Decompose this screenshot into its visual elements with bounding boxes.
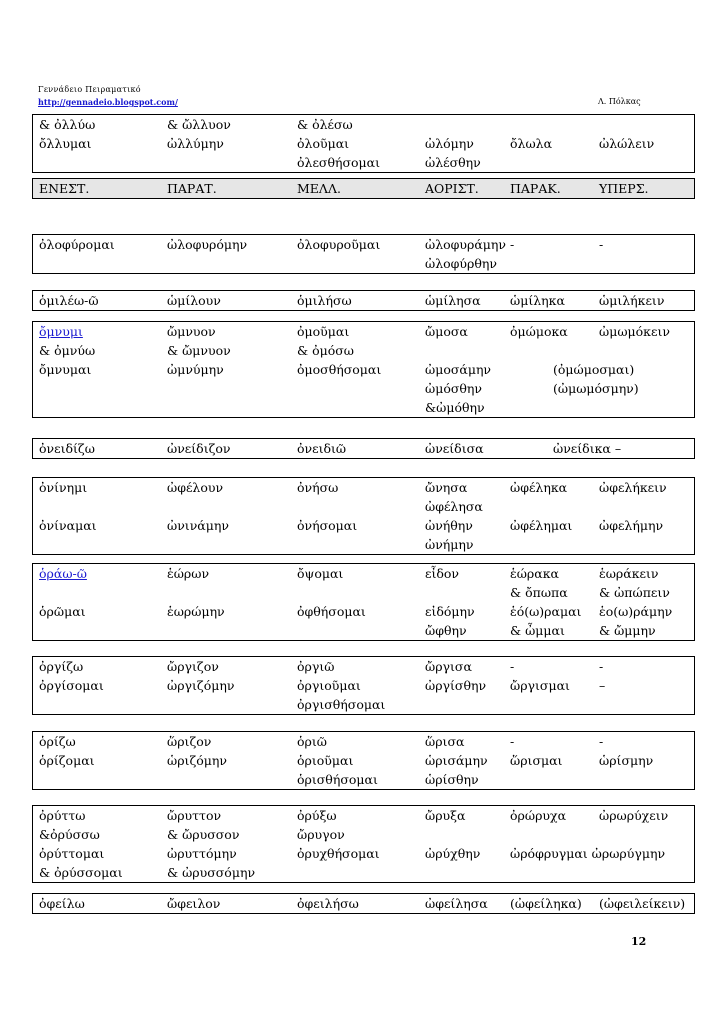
cell-col-3: ΑΟΡΙΣΤ. — [425, 181, 479, 196]
cell-col-0: ὀργίζω — [39, 659, 84, 674]
verb-block — [32, 563, 695, 641]
site-title: Γεννάδειο Πειραματικό — [38, 85, 141, 94]
cell-col-0: ὀνίναμαι — [39, 518, 97, 533]
cell-col-3: ὠνήθην — [425, 518, 473, 533]
cell-col-1: & ὠρυσσόμην — [167, 865, 256, 880]
cell-col-5: ΥΠΕΡΣ. — [599, 181, 649, 196]
verb-row — [33, 844, 694, 863]
verb-row — [33, 583, 694, 602]
cell-col-0[interactable]: ὁράω-ῶ — [39, 566, 87, 581]
cell-col-2: ὤρυγον — [297, 827, 345, 842]
cell-col-2: ὀφειλήσω — [297, 896, 359, 911]
verb-row — [33, 398, 694, 417]
cell-col-1: ὠμνύμην — [167, 362, 224, 377]
cell-col-2: ὀνειδιῶ — [297, 441, 347, 456]
cell-col-5: ὠνείδικα – — [553, 441, 622, 456]
cell-col-3: ὥρισα — [425, 734, 465, 749]
verb-row — [33, 291, 694, 310]
verb-row — [33, 497, 694, 516]
cell-col-4: ἑό(ω)ραμαι — [510, 604, 582, 619]
cell-col-2: & ὀμόσω — [297, 343, 355, 358]
cell-col-3: ὠλοφύρθην — [425, 256, 497, 271]
cell-col-4: ἑώρακα — [510, 566, 559, 581]
cell-col-3: &ὠμόθην — [425, 400, 485, 415]
cell-col-4: ὤργισμαι — [510, 678, 570, 693]
cell-col-1: ὠνείδιζον — [167, 441, 231, 456]
cell-col-2: ὀργιῶ — [297, 659, 335, 674]
cell-col-3: ὡρίσθην — [425, 772, 479, 787]
verb-block — [32, 731, 695, 790]
verb-row — [33, 894, 694, 913]
cell-col-2: ὀφθήσομαι — [297, 604, 366, 619]
cell-col-2: ὄψομαι — [297, 566, 344, 581]
cell-col-5: – — [599, 678, 606, 693]
cell-col-5: ἑο(ω)ράμην — [599, 604, 673, 619]
cell-col-0: ὀργίσομαι — [39, 678, 104, 693]
cell-col-1: ὤρυττον — [167, 808, 222, 823]
column-header-row — [32, 178, 695, 199]
cell-col-4: ὀμώμοκα — [510, 324, 568, 339]
cell-col-2: ὁριῶ — [297, 734, 327, 749]
cell-col-4: ὥρισμαι — [510, 753, 563, 768]
cell-col-1: ὠρυττόμην — [167, 846, 237, 861]
cell-col-3: ὤνησα — [425, 480, 468, 495]
cell-col-3: ὠφέλησα — [425, 499, 483, 514]
cell-col-0: ὁμιλέω-ῶ — [39, 293, 99, 308]
cell-col-1: ὠλλύμην — [167, 136, 224, 151]
cell-col-5: ὠφελήκειν — [599, 480, 667, 495]
cell-col-2: ὀμοσθήσομαι — [297, 362, 382, 377]
cell-col-0: ὄμνυμαι — [39, 362, 92, 377]
cell-col-3: ὠνήμην — [425, 537, 474, 552]
cell-col-0: & ὀμνύω — [39, 343, 96, 358]
cell-col-1: & ὤλλυον — [167, 117, 231, 132]
verb-row — [33, 478, 694, 497]
cell-col-0: ὀρύττομαι — [39, 846, 105, 861]
cell-col-5: (ὠμωμόσμην) — [553, 381, 639, 396]
cell-col-2: ὀμοῦμαι — [297, 324, 350, 339]
cell-col-4: ὠφέληκα — [510, 480, 568, 495]
cell-col-5: - — [599, 734, 604, 749]
cell-col-4: ὄλωλα — [510, 136, 553, 151]
cell-col-2: ὁρισθήσομαι — [297, 772, 378, 787]
verb-row — [33, 825, 694, 844]
cell-col-1: ὤργιζον — [167, 659, 219, 674]
cell-col-5: - — [599, 659, 604, 674]
cell-col-3: ὡμίλησα — [425, 293, 481, 308]
cell-col-2: ὀλοφυροῦμαι — [297, 237, 381, 252]
verb-row — [33, 676, 694, 695]
verb-row — [33, 254, 694, 273]
cell-col-4: ΠΑΡΑΚ. — [510, 181, 561, 196]
cell-col-0: ὁρίζω — [39, 734, 76, 749]
verb-block — [32, 290, 695, 311]
verb-block — [32, 893, 695, 914]
verb-row — [33, 770, 694, 789]
cell-col-1: ἑωρώμην — [167, 604, 225, 619]
verb-row — [33, 751, 694, 770]
cell-col-0: &ὀρύσσω — [39, 827, 100, 842]
cell-col-3: ὠλοφυράμην — [425, 237, 506, 252]
cell-col-5: & ὤμμην — [599, 623, 656, 638]
cell-col-4: ὠρόφρυγμαι ὠρωρύγμην — [510, 846, 666, 861]
cell-col-2: ὁριοῦμαι — [297, 753, 354, 768]
cell-col-3: ὤφθην — [425, 623, 467, 638]
cell-col-3: ὠμόσθην — [425, 381, 482, 396]
verb-row — [33, 235, 694, 254]
cell-col-5: ὠρωρύχειν — [599, 808, 669, 823]
cell-col-0[interactable]: ὄμνυμι — [39, 324, 83, 339]
cell-col-1: & ὤρυσσον — [167, 827, 240, 842]
cell-col-2: ΜΕΛΛ. — [297, 181, 341, 196]
verb-row — [33, 115, 694, 134]
cell-col-3: ὠλόμην — [425, 136, 474, 151]
verb-block — [32, 234, 695, 274]
verb-row — [33, 863, 694, 882]
cell-col-2: ὀργισθήσομαι — [297, 697, 386, 712]
cell-col-2: ὀνήσομαι — [297, 518, 358, 533]
verb-row — [33, 516, 694, 535]
verb-row — [33, 621, 694, 640]
cell-col-3: ὠφείλησα — [425, 896, 488, 911]
cell-col-5: - — [599, 237, 604, 252]
cell-col-4: ὠφέλημαι — [510, 518, 573, 533]
author-name: Λ. Πόλκας — [598, 97, 641, 106]
cell-col-2: ὀλοῦμαι — [297, 136, 350, 151]
cell-col-3: εἰδόμην — [425, 604, 475, 619]
verb-row — [33, 732, 694, 751]
verb-block — [32, 656, 695, 715]
cell-col-4: & ὄπωπα — [510, 585, 568, 600]
cell-col-0: ΕΝΕΣΤ. — [39, 181, 90, 196]
cell-col-1: ὠργιζόμην — [167, 678, 235, 693]
cell-col-1: ὠνινάμην — [167, 518, 229, 533]
cell-col-4: - — [510, 734, 515, 749]
cell-col-2: ὀργιοῦμαι — [297, 678, 361, 693]
verb-row — [33, 134, 694, 153]
cell-col-5: ὠλώλειν — [599, 136, 655, 151]
verb-row — [33, 341, 694, 360]
cell-col-4: ὡμίληκα — [510, 293, 565, 308]
cell-col-4: (ὠφείληκα) — [510, 896, 582, 911]
cell-col-4: & ὦμμαι — [510, 623, 565, 638]
cell-col-3: ὠλέσθην — [425, 155, 481, 170]
verb-row — [33, 564, 694, 583]
verb-row — [33, 179, 694, 198]
cell-col-3: ὠνείδισα — [425, 441, 484, 456]
cell-col-2: ὀνήσω — [297, 480, 339, 495]
cell-col-3: ὠμοσάμην — [425, 362, 492, 377]
cell-col-5: (ὠφειλείκειν) — [599, 896, 686, 911]
verb-row — [33, 657, 694, 676]
cell-col-3: ὡρισάμην — [425, 753, 488, 768]
cell-col-1: ὥριζον — [167, 734, 212, 749]
cell-col-0: ὀνίνημι — [39, 480, 88, 495]
cell-col-5: & ὠπώπειν — [599, 585, 670, 600]
cell-col-2: & ὀλέσω — [297, 117, 353, 132]
cell-col-1: ὡριζόμην — [167, 753, 227, 768]
cell-col-5: ὠμωμόκειν — [599, 324, 670, 339]
verb-row — [33, 695, 694, 714]
cell-col-0: ὄλλυμαι — [39, 136, 92, 151]
cell-col-3: ὤμοσα — [425, 324, 468, 339]
cell-col-2: ὀλεσθήσομαι — [297, 155, 380, 170]
cell-col-5: ὡμιλήκειν — [599, 293, 665, 308]
verb-row — [33, 153, 694, 172]
verb-block — [32, 438, 695, 459]
cell-col-3: ὤργισα — [425, 659, 472, 674]
cell-col-0: & ὀλλύω — [39, 117, 96, 132]
cell-col-5: ὠφελήμην — [599, 518, 664, 533]
cell-col-2: ὀρύξω — [297, 808, 337, 823]
page-number: 12 — [631, 935, 647, 948]
cell-col-0: & ὀρύσσομαι — [39, 865, 123, 880]
cell-col-5: ἑωράκειν — [599, 566, 659, 581]
verb-row — [33, 602, 694, 621]
cell-col-1: ὤφειλον — [167, 896, 221, 911]
verb-block — [32, 477, 695, 555]
cell-col-0: ὀνειδίζω — [39, 441, 95, 456]
cell-col-0: ὁρῶμαι — [39, 604, 86, 619]
cell-col-2: ὀρυχθήσομαι — [297, 846, 380, 861]
cell-col-1: & ὤμνυον — [167, 343, 231, 358]
verb-block — [32, 805, 695, 883]
verb-row — [33, 439, 694, 458]
verb-block — [32, 321, 695, 418]
cell-col-0: ὁρίζομαι — [39, 753, 95, 768]
cell-col-1: ὤμνυον — [167, 324, 216, 339]
cell-col-5: ὡρίσμην — [599, 753, 654, 768]
cell-col-3: ὠργίσθην — [425, 678, 487, 693]
cell-col-1: ἑώρων — [167, 566, 210, 581]
cell-col-0: ὀλοφύρομαι — [39, 237, 115, 252]
cell-col-1: ὡμίλουν — [167, 293, 221, 308]
verb-row — [33, 360, 694, 379]
cell-col-3: ὤρυξα — [425, 808, 466, 823]
verb-row — [33, 806, 694, 825]
cell-col-2: ὁμιλήσω — [297, 293, 352, 308]
verb-row — [33, 322, 694, 341]
cell-col-0: ὀφείλω — [39, 896, 85, 911]
verb-block — [32, 114, 695, 173]
cell-col-5: (ὀμώμοσμαι) — [553, 362, 635, 377]
cell-col-0: ὀρύττω — [39, 808, 86, 823]
cell-col-4: - — [510, 237, 515, 252]
verb-row — [33, 379, 694, 398]
cell-col-4: ὀρώρυχα — [510, 808, 567, 823]
verb-row — [33, 535, 694, 554]
cell-col-1: ὠλοφυρόμην — [167, 237, 248, 252]
cell-col-3: ὠρύχθην — [425, 846, 481, 861]
blog-link[interactable]: http://gennadeio.blogspot.com/ — [38, 97, 178, 107]
cell-col-1: ὠφέλουν — [167, 480, 224, 495]
cell-col-1: ΠΑΡΑΤ. — [167, 181, 217, 196]
cell-col-3: εἶδον — [425, 566, 460, 581]
cell-col-4: - — [510, 659, 515, 674]
